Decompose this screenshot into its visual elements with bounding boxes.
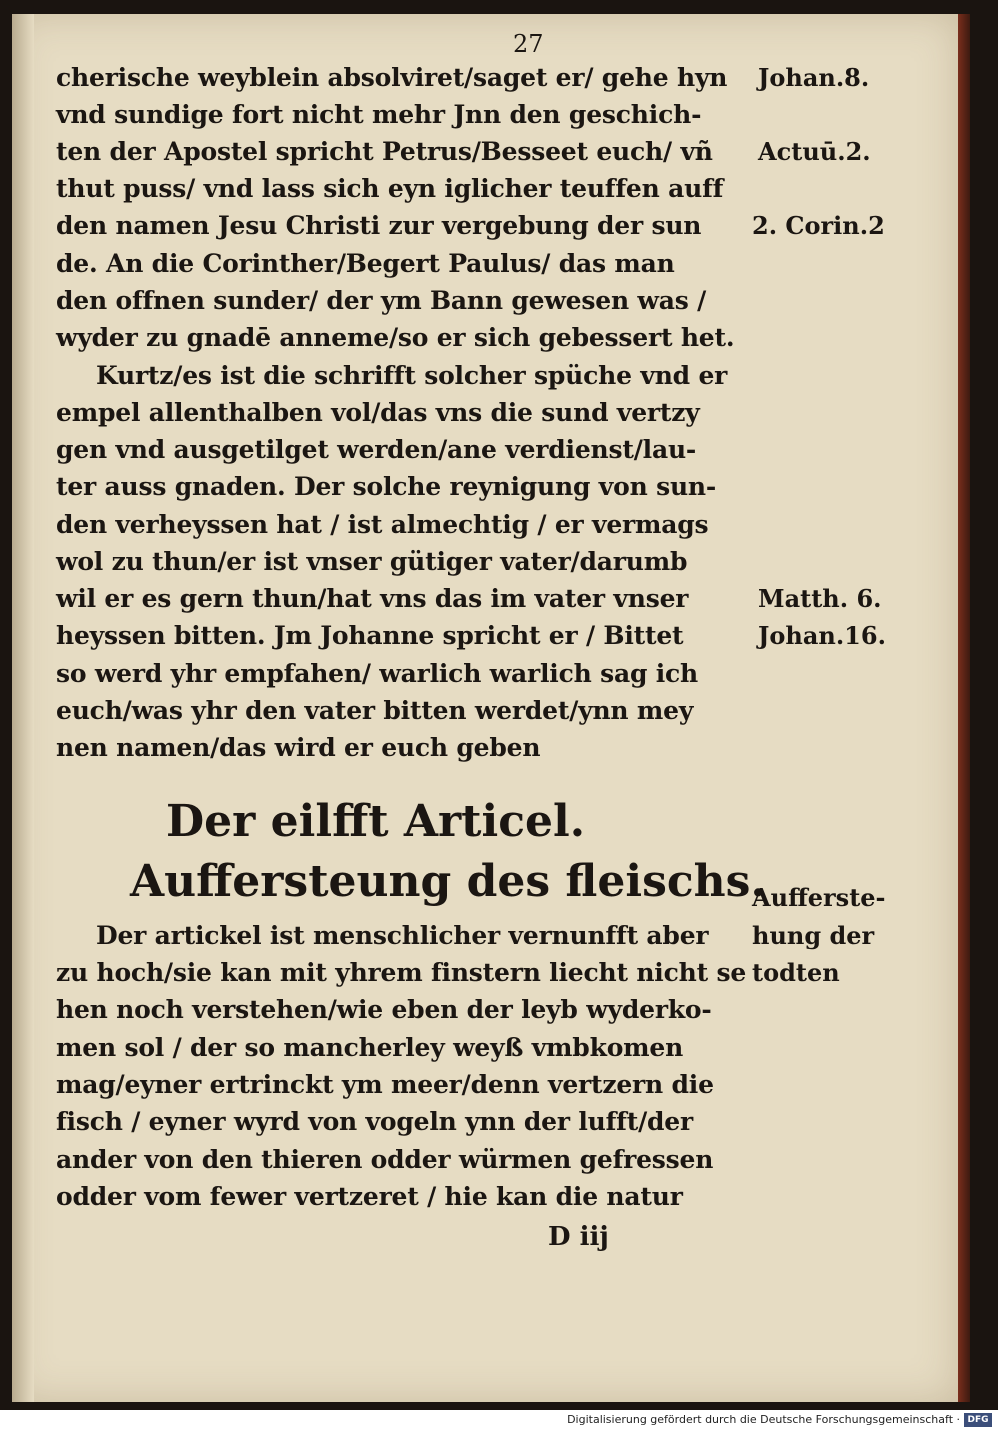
body-line: nen namen/das wird er euch geben	[56, 733, 541, 762]
body-line: wil er es gern thun/hat vns das im vater vnser	[56, 584, 689, 613]
article-line: odder vom fewer vertzeret / hie kan die natur	[56, 1182, 683, 1211]
body-line: Kurtz/es ist die schrifft solcher spüche vnd er	[96, 361, 728, 390]
margin-note: Johan.8.	[758, 63, 870, 92]
folio-number: 27	[513, 30, 544, 58]
footer-bar	[0, 1410, 1000, 1431]
article-line: hen noch verstehen/wie eben der leyb wyderko-	[56, 995, 712, 1024]
body-line: ten der Apostel spricht Petrus/Besseet euch/ vñ	[56, 137, 713, 166]
article-heading: Der eilfft Articel.	[166, 796, 586, 847]
dfg-logo-icon: DFG	[964, 1413, 992, 1427]
signature-mark: D iij	[548, 1222, 609, 1252]
article-line: mag/eyner ertrinckt ym meer/denn vertzern die	[56, 1070, 714, 1099]
body-line: heyssen bitten. Jm Johanne spricht er / Bittet	[56, 621, 684, 650]
article-line: zu hoch/sie kan mit yhrem finstern liecht nicht se	[56, 958, 747, 987]
article-line: fisch / eyner wyrd von vogeln ynn der lufft/der	[56, 1107, 693, 1136]
article-subheading: Auffersteung des fleischs.	[130, 856, 766, 907]
body-line: empel allenthalben vol/das vns die sund vertzy	[56, 398, 700, 427]
margin-note: Johan.16.	[758, 621, 886, 650]
body-line: cherische weyblein absolviret/saget er/ gehe hyn	[56, 63, 728, 92]
margin-note: 2. Corin.2	[752, 211, 885, 240]
article-line: Der artickel ist menschlicher vernunfft aber	[96, 921, 709, 950]
body-line: den offnen sunder/ der ym Bann gewesen was /	[56, 286, 707, 315]
page-fold-shadow	[12, 14, 34, 1402]
body-line: ter auss gnaden. Der solche reynigung von sun-	[56, 472, 717, 501]
body-line: gen vnd ausgetilget werden/ane verdienst/lau-	[56, 435, 697, 464]
book-edge	[958, 14, 970, 1402]
footer-credit: Digitalisierung gefördert durch die Deutsche Forschungsgemeinschaft ·	[567, 1413, 960, 1426]
body-line: wol zu thun/er ist vnser gütiger vater/darumb	[56, 547, 688, 576]
margin-note: todten	[752, 958, 840, 987]
body-line: euch/was yhr den vater bitten werdet/ynn mey	[56, 696, 694, 725]
body-line: thut puss/ vnd lass sich eyn iglicher teuffen auff	[56, 174, 724, 203]
body-line: den verheyssen hat / ist almechtig / er vermags	[56, 510, 709, 539]
margin-note: hung der	[752, 921, 875, 950]
margin-note: Matth. 6.	[758, 584, 882, 613]
body-line: wyder zu gnadē anneme/so er sich gebessert het.	[56, 323, 735, 352]
margin-note: Actuū.2.	[758, 137, 871, 166]
body-line: den namen Jesu Christi zur vergebung der sun	[56, 211, 702, 240]
margin-note: Aufferste-	[752, 883, 886, 912]
body-line: so werd yhr empfahen/ warlich warlich sag ich	[56, 659, 699, 688]
article-line: men sol / der so mancherley weyß vmbkomen	[56, 1033, 684, 1062]
article-line: ander von den thieren odder würmen gefressen	[56, 1145, 714, 1174]
body-line: vnd sundige fort nicht mehr Jnn den geschich-	[56, 100, 702, 129]
body-line: de. An die Corinther/Begert Paulus/ das man	[56, 249, 675, 278]
